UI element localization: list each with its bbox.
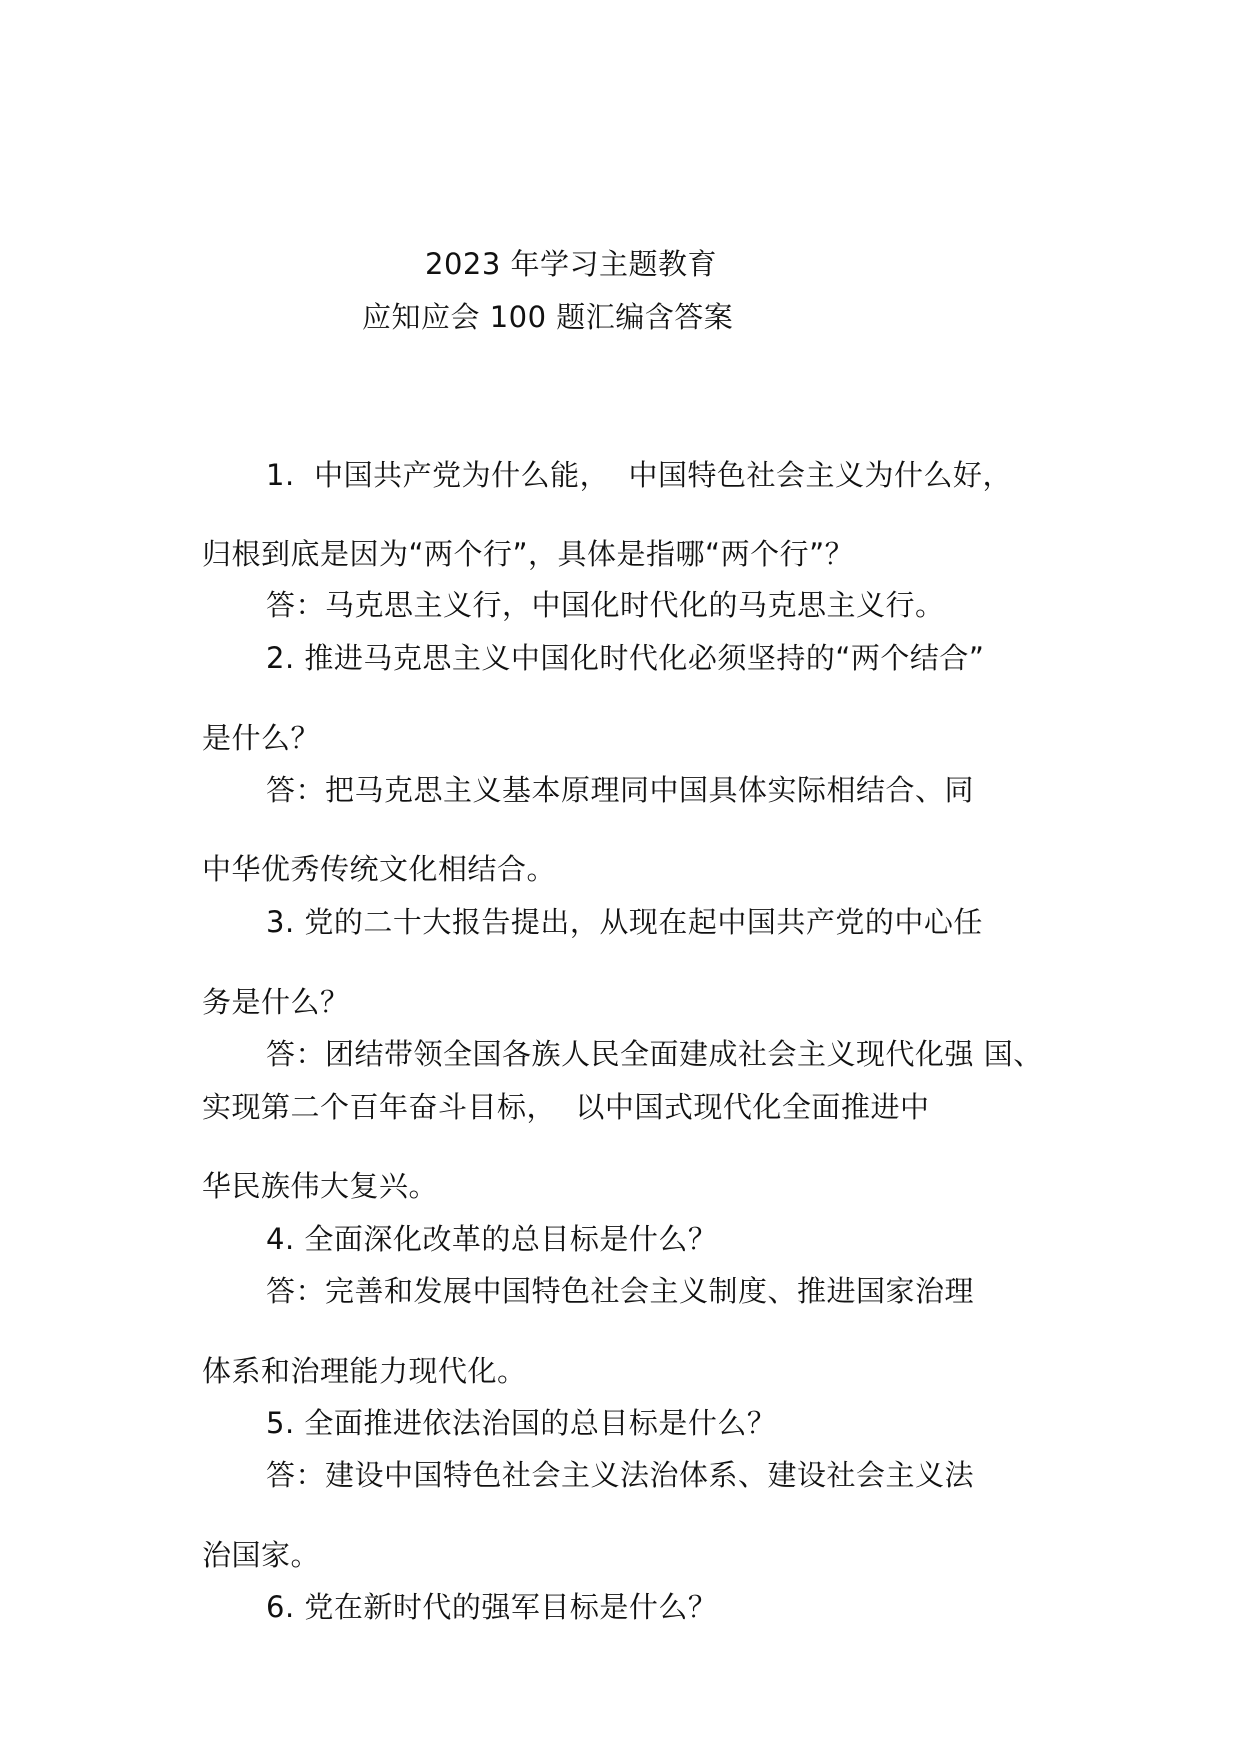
answer-2-line-1: 答：把马克思主义基本原理同中国具体实际相结合、同 bbox=[266, 773, 975, 807]
answer-5-line-2: 治国家。 bbox=[202, 1538, 321, 1572]
answer-4-line-1: 答：完善和发展中国特色社会主义制度、推进国家治理 bbox=[266, 1274, 975, 1308]
answer-4-line-2: 体系和治理能力现代化。 bbox=[202, 1354, 527, 1388]
question-3-line-2: 务是什么？ bbox=[202, 985, 350, 1019]
answer-3-line-2: 实现第二个百年奋斗目标， 以中国式现代化全面推进中 bbox=[202, 1090, 930, 1124]
question-5-line-1: 5. 全面推进依法治国的总目标是什么？ bbox=[266, 1406, 777, 1440]
question-1-line-2: 归根到底是因为“两个行”，具体是指哪“两个行”？ bbox=[202, 537, 855, 571]
answer-3-line-1: 答：团结带领全国各族人民全面建成社会主义现代化强 国、 bbox=[266, 1037, 1043, 1071]
question-2-line-2: 是什么？ bbox=[202, 721, 321, 755]
document-title: 2023 年学习主题教育 bbox=[425, 247, 718, 281]
document-subtitle: 应知应会 100 题汇编含答案 bbox=[362, 300, 734, 334]
question-6-line-1: 6. 党在新时代的强军目标是什么？ bbox=[266, 1590, 718, 1624]
question-3-line-1: 3. 党的二十大报告提出，从现在起中国共产党的中心任 bbox=[266, 905, 983, 939]
question-2-line-1: 2. 推进马克思主义中国化时代化必须坚持的“两个结合” bbox=[266, 641, 985, 675]
answer-2-line-2: 中华优秀传统文化相结合。 bbox=[202, 852, 557, 886]
answer-5-line-1: 答：建设中国特色社会主义法治体系、建设社会主义法 bbox=[266, 1458, 975, 1492]
answer-3-line-3: 华民族伟大复兴。 bbox=[202, 1169, 439, 1203]
question-4-line-1: 4. 全面深化改革的总目标是什么？ bbox=[266, 1222, 718, 1256]
question-1-line-1: 1. 中国共产党为什么能， 中国特色社会主义为什么好， bbox=[266, 458, 1013, 492]
answer-1-line-1: 答：马克思主义行，中国化时代化的马克思主义行。 bbox=[266, 588, 945, 622]
